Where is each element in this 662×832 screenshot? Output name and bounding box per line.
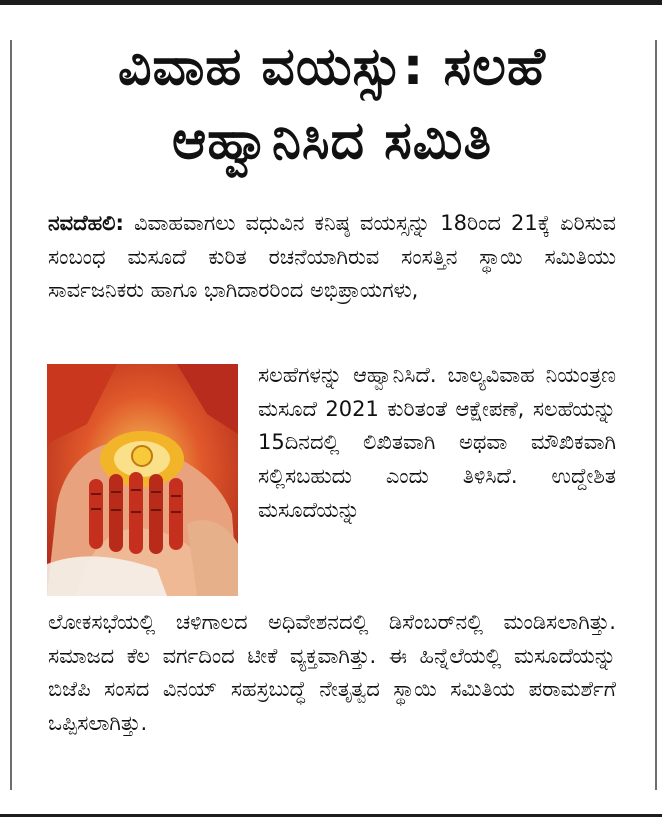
article-lead-paragraph [48,207,616,308]
dateline: ನವದೆಹಲಿ: [48,211,124,235]
bottom-border [0,814,662,817]
left-column-rule [10,40,12,790]
headline [30,30,634,178]
article-lead-text: ವಿವಾಹವಾಗಲು ವಧುವಿನ ಕನಿಷ್ಠ ವಯಸ್ಸನ್ನು 18ರಿಂದ 21ಕ್ಕೆ ಏರಿಸುವ ಸಂಬಂಧ ಮಸೂದೆ ಕುರಿತ ರಚನೆಯಾಗಿರುವ ಸಂಸತ್ತಿನ ಸ್ಥಾಯಿ ಸಮಿತಿಯು ಸಾರ್ವಜನಿಕರು ಹಾಗೂ ಭಾಗಿದಾರರಿಂದ ಅಭಿಪ್ರಾಯಗಳು, [48,211,616,303]
article-wrap-paragraph: ಸಲಹೆಗಳನ್ನು ಆಹ್ವಾನಿಸಿದೆ. ಬಾಲ್ಯವಿವಾಹ ನಿಯಂತ್ರಣ ಮಸೂದೆ 2021 ಕುರಿತಂತೆ ಆಕ್ಷೇಪಣೆ, ಸಲಹೆಯನ್ನು 15ದಿನದಲ್ಲಿ ಲಿಖಿತವಾಗಿ ಅಥವಾ ಮೌಖಿಕವಾಗಿ ಸಲ್ಲಿಸಬಹುದು ಎಂದು ತಿಳಿಸಿದೆ. ಉದ್ದೇಶಿತ ಮಸೂದೆಯನ್ನು [258,363,616,522]
headline-line-2: ಆಹ್ವಾನಿಸಿದ ಸಮಿತಿ [171,111,493,171]
headline-line-1: ವಿವಾಹ ವಯಸ್ಸು: ಸಲಹೆ [118,37,546,97]
article-photo [47,364,238,596]
article-tail-paragraph: ಲೋಕಸಭೆಯಲ್ಲಿ ಚಳಿಗಾಲದ ಅಧಿವೇಶನದಲ್ಲಿ ಡಿಸೆಂಬರ್‌ನಲ್ಲಿ ಮಂಡಿಸಲಾಗಿತ್ತು. ಸಮಾಜದ ಕೆಲ ವರ್ಗದಿಂದ ಟೀಕೆ ವ್ಯಕ್ತವಾಗಿತ್ತು. ಈ ಹಿನ್ನೆಲೆಯಲ್ಲಿ ಮಸೂದೆಯನ್ನು ಬಿಜೆಪಿ ಸಂಸದ ವಿನಯ್‌ ಸಹಸ್ರಬುದ್ಧೆ ನೇತೃತ್ವದ ಸ್ಥಾಯಿ ಸಮಿತಿಯ ಪರಾಮರ್ಶೆಗೆ ಒಪ್ಪಿಸಲಾಗಿತ್ತು. [48,610,616,736]
bridal-hands-henna-bangles-photo [47,364,238,596]
top-border [0,0,662,5]
right-column-rule [655,40,657,790]
